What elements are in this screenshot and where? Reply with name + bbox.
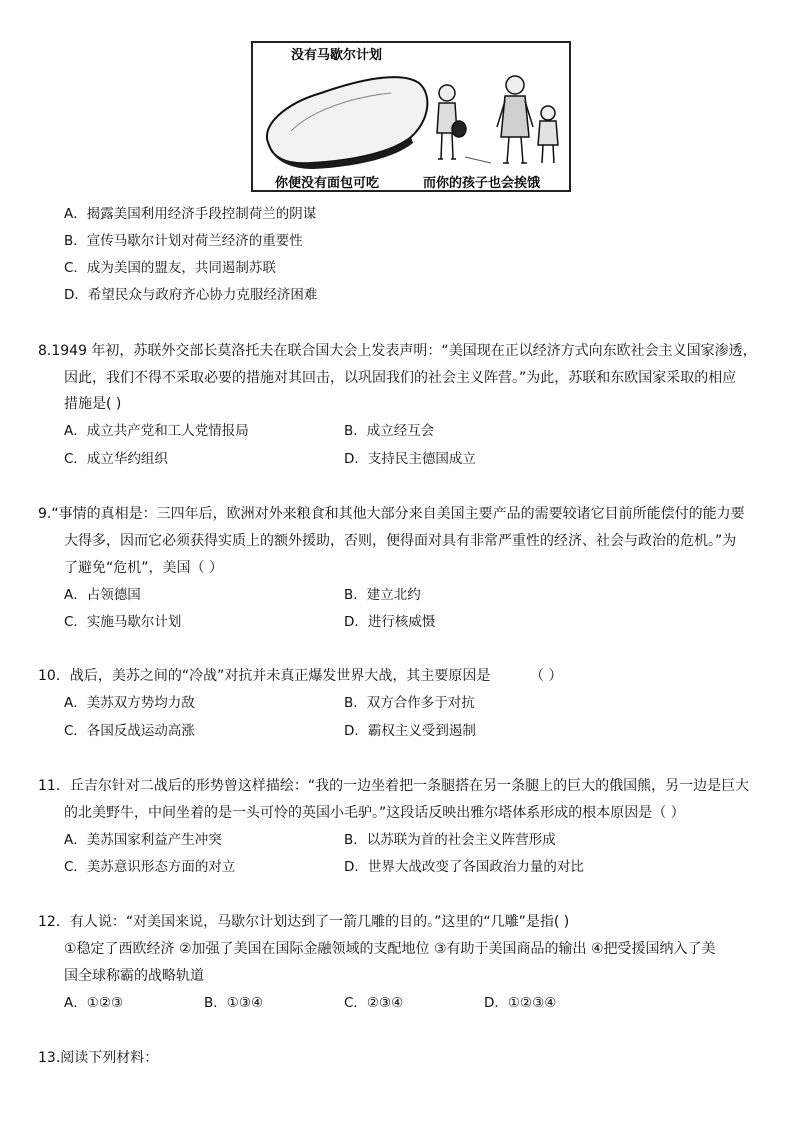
- q13-stem: 13.阅读下列材料：: [38, 1050, 159, 1066]
- cartoon-figure: [251, 41, 571, 192]
- q9-stem-line-3: 了避免“危机”，美国（ ）: [64, 560, 223, 576]
- q7-option-b: B．宣传马歇尔计划对荷兰经济的重要性: [64, 233, 303, 249]
- q10-option-c: C．各国反战运动高涨: [64, 723, 195, 739]
- q8-stem-line-2: 因此，我们不得不采取必要的措施对其回击，以巩固我们的社会主义阵营。”为此，苏联和东欧国家采取的相应: [64, 370, 737, 386]
- q7-option-c: C．成为美国的盟友，共同遏制苏联: [64, 260, 276, 276]
- q12-option-c: C．②③④: [344, 995, 404, 1011]
- q12-option-d: D．①②③④: [484, 995, 557, 1011]
- child-figure-middle: [497, 76, 533, 163]
- q8-option-c: C．成立华约组织: [64, 451, 168, 467]
- q8-option-d: D．支持民主德国成立: [344, 451, 476, 467]
- q10-option-b: B．双方合作多于对抗: [344, 695, 475, 711]
- cartoon-title: 没有马歇尔计划: [291, 48, 383, 63]
- q9-option-d: D．进行核威慑: [344, 614, 436, 630]
- q12-stem-line-1: 12．有人说：“对美国来说，马歇尔计划达到了一箭几雕的目的。”这里的“几雕”是指( ): [38, 914, 570, 930]
- q11-option-a: A．美苏国家利益产生冲突: [64, 832, 222, 848]
- q11-stem-line-2: 的北美野牛，中间坐着的是一头可怜的英国小毛驴。”这段话反映出雅尔塔体系形成的根本原因是（ ）: [64, 805, 685, 821]
- q10-option-d: D．霸权主义受到遏制: [344, 723, 476, 739]
- q8-option-a: A．成立共产党和工人党情报局: [64, 423, 249, 439]
- q9-option-c: C．实施马歇尔计划: [64, 614, 182, 630]
- q10-stem: 10．战后，美苏之间的“冷战”对抗并未真正爆发世界大战，其主要原因是: [38, 668, 491, 684]
- q10-answer-blank: （ ）: [530, 668, 563, 684]
- q11-stem-line-1: 11．丘吉尔针对二战后的形势曾这样描绘：“我的一边坐着把一条腿搭在另一条腿上的巨大的俄国熊，另一边是巨大: [38, 778, 750, 794]
- q11-option-c: C．美苏意识形态方面的对立: [64, 859, 236, 875]
- q12-option-b: B．①③④: [204, 995, 264, 1011]
- q8-stem-line-3: 措施是( ): [64, 396, 122, 412]
- q12-stem-line-3: 国全球称霸的战略轨道: [64, 968, 204, 984]
- cartoon-caption-right: 而你的孩子也会挨饿: [423, 176, 541, 191]
- q8-stem-line-1: 8.1949 年初，苏联外交部长莫洛托夫在联合国大会上发表声明：“美国现在正以经济方式向东欧社会主义国家渗透，: [38, 343, 757, 359]
- q9-option-b: B．建立北约: [344, 587, 421, 603]
- q8-option-b: B．成立经互会: [344, 423, 435, 439]
- child-figure-right: [538, 106, 558, 163]
- q11-option-d: D．世界大战改变了各国政治力量的对比: [344, 859, 584, 875]
- q9-option-a: A．占领德国: [64, 587, 141, 603]
- q9-stem-line-1: 9.“事情的真相是：三四年后，欧洲对外来粮食和其他大部分来自美国主要产品的需要较诸它目前所能偿付的能力要: [38, 506, 745, 522]
- q9-stem-line-2: 大得多，因而它必须获得实质上的额外援助，否则，便得面对具有非常严重性的经济、社会与政治的危机。”为: [64, 533, 737, 549]
- q10-option-a: A．美苏双方势均力敌: [64, 695, 195, 711]
- q12-option-a: A．①②③: [64, 995, 124, 1011]
- q11-option-b: B．以苏联为首的社会主义阵营形成: [344, 832, 556, 848]
- cartoon-illustration: [251, 41, 571, 192]
- child-figure-left: [437, 85, 466, 159]
- cartoon-caption-left: 你便没有面包可吃: [275, 176, 380, 191]
- q12-stem-line-2: ①稳定了西欧经济 ②加强了美国在国际金融领域的支配地位 ③有助于美国商品的输出 ④把受援国纳入了美: [64, 941, 716, 957]
- q7-option-d: D．希望民众与政府齐心协力克服经济困难: [64, 287, 318, 303]
- q7-option-a: A．揭露美国利用经济手段控制荷兰的阴谋: [64, 206, 317, 222]
- bread-drawing: [267, 77, 427, 169]
